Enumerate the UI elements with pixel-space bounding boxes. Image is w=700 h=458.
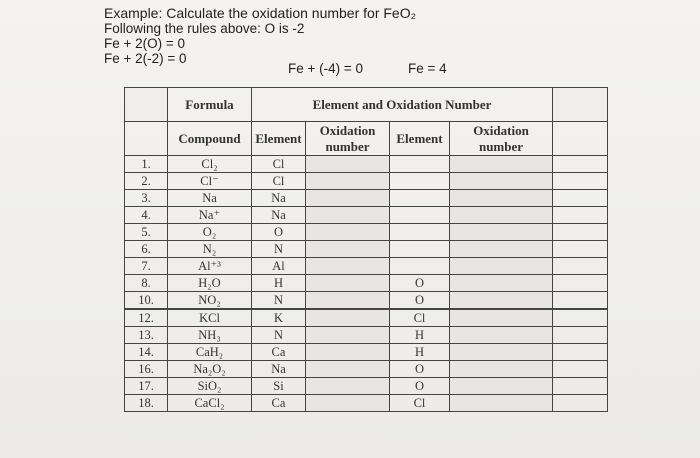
compound-cell: O₂ [168,224,252,241]
element-2-cell: O [390,378,450,395]
element-2-cell: Cl [390,395,450,412]
compound-cell: Al⁺³ [168,258,252,275]
compound-cell: NH₃ [168,327,252,344]
table-row [125,173,608,190]
compound-cell: CaH₂ [168,344,252,361]
table-row [125,207,608,224]
intro-block [104,6,416,66]
table-row [125,156,608,173]
oxidation-2-input[interactable] [450,275,553,292]
row-number: 10. [125,292,168,310]
element-1-cell: N [252,241,306,258]
element-2-cell [390,224,450,241]
row-number: 12. [125,309,168,327]
element-1-cell: Na [252,361,306,378]
table-row [125,395,608,412]
equation-1: Fe + 2(O) = 0 [104,36,186,51]
compound-cell: N₂ [168,241,252,258]
element-2-cell [390,207,450,224]
col-element-2: Element [390,122,450,156]
element-1-cell: Na [252,190,306,207]
col-element-1: Element [252,122,306,156]
oxidation-1-input[interactable] [306,344,390,361]
table-row [125,258,608,275]
oxidation-1-input[interactable] [306,207,390,224]
row-number: 14. [125,344,168,361]
compound-cell: KCl [168,309,252,327]
oxidation-2-input[interactable] [450,378,553,395]
row-number: 6. [125,241,168,258]
element-2-cell: H [390,327,450,344]
element-2-cell: H [390,344,450,361]
oxidation-2-input[interactable] [450,327,553,344]
row-number: 2. [125,173,168,190]
row-blank-right [553,258,608,275]
oxidation-1-input[interactable] [306,241,390,258]
oxidation-2-input[interactable] [450,344,553,361]
subheader-blank-right [553,122,608,156]
element-2-cell [390,190,450,207]
table-row [125,344,608,361]
oxidation-2-input[interactable] [450,156,553,173]
element-1-cell: Ca [252,395,306,412]
compound-cell: H₂O [168,275,252,292]
header-blank-right [553,88,608,122]
row-blank-right [553,327,608,344]
header-blank [125,88,168,122]
element-2-cell: O [390,361,450,378]
compound-cell: Na⁺ [168,207,252,224]
row-number: 13. [125,327,168,344]
element-1-cell: Al [252,258,306,275]
row-blank-right [553,378,608,395]
row-blank-right [553,344,608,361]
oxidation-table [124,87,608,412]
equation-4: Fe = 4 [408,61,447,76]
oxidation-2-input[interactable] [450,190,553,207]
table-row [125,378,608,395]
oxidation-2-input[interactable] [450,207,553,224]
row-blank-right [553,224,608,241]
row-blank-right [553,275,608,292]
row-number: 4. [125,207,168,224]
row-number: 18. [125,395,168,412]
oxidation-1-input[interactable] [306,275,390,292]
compound-cell: CaCl₂ [168,395,252,412]
element-2-cell: Cl [390,309,450,327]
oxidation-2-input[interactable] [450,241,553,258]
row-blank-right [553,207,608,224]
oxidation-1-input[interactable] [306,190,390,207]
table-row [125,190,608,207]
oxidation-2-input[interactable] [450,395,553,412]
equation-3: Fe + (-4) = 0 [288,61,364,76]
header-element-ox: Element and Oxidation Number [252,88,553,122]
oxidation-1-input[interactable] [306,224,390,241]
col-oxidation-2: Oxidation number [450,122,553,156]
element-1-cell: Si [252,378,306,395]
row-blank-right [553,292,608,310]
row-number: 1. [125,156,168,173]
oxidation-1-input[interactable] [306,361,390,378]
element-2-cell: O [390,292,450,310]
oxidation-1-input[interactable] [306,309,390,327]
oxidation-2-input[interactable] [450,258,553,275]
equation-2: Fe + 2(-2) = 0 [104,51,187,66]
table-row [125,241,608,258]
col-oxidation-1: Oxidation number [306,122,390,156]
element-1-cell: Cl [252,156,306,173]
table-row [125,224,608,241]
table-row [125,292,608,310]
table-row [125,275,608,292]
compound-cell: Na [168,190,252,207]
row-number: 3. [125,190,168,207]
oxidation-2-input[interactable] [450,173,553,190]
oxidation-1-input[interactable] [306,173,390,190]
element-2-cell [390,173,450,190]
compound-cell: Cl₂ [168,156,252,173]
oxidation-2-input[interactable] [450,292,553,310]
oxidation-1-input[interactable] [306,378,390,395]
row-number: 5. [125,224,168,241]
element-1-cell: O [252,224,306,241]
element-2-cell: O [390,275,450,292]
oxidation-1-input[interactable] [306,258,390,275]
compound-cell: NO₂ [168,292,252,310]
table-row [125,327,608,344]
row-blank-right [553,309,608,327]
element-1-cell: N [252,327,306,344]
element-2-cell [390,156,450,173]
element-1-cell: K [252,309,306,327]
element-2-cell [390,241,450,258]
row-number: 7. [125,258,168,275]
row-blank-right [553,241,608,258]
subheader-blank [125,122,168,156]
row-blank-right [553,156,608,173]
row-blank-right [553,173,608,190]
element-1-cell: Ca [252,344,306,361]
row-blank-right [553,190,608,207]
oxidation-2-input[interactable] [450,224,553,241]
element-1-cell: H [252,275,306,292]
oxidation-1-input[interactable] [306,327,390,344]
rule-line: Following the rules above: O is -2 [104,21,305,36]
row-number: 8. [125,275,168,292]
row-number: 17. [125,378,168,395]
oxidation-2-input[interactable] [450,361,553,378]
col-compound: Compound [168,122,252,156]
row-number: 16. [125,361,168,378]
compound-cell: Na₂O₂ [168,361,252,378]
table-header-row [125,88,608,122]
compound-cell: Cl⁻ [168,173,252,190]
oxidation-1-input[interactable] [306,156,390,173]
row-blank-right [553,395,608,412]
header-formula: Formula [168,88,252,122]
table-row [125,309,608,327]
element-1-cell: Na [252,207,306,224]
oxidation-1-input[interactable] [306,395,390,412]
example-title: Example: Calculate the oxidation number for FeO₂ [104,5,417,21]
table-subheader-row [125,122,608,156]
element-1-cell: N [252,292,306,310]
oxidation-1-input[interactable] [306,292,390,310]
element-1-cell: Cl [252,173,306,190]
element-2-cell [390,258,450,275]
oxidation-2-input[interactable] [450,309,553,327]
table-row [125,361,608,378]
row-blank-right [553,361,608,378]
compound-cell: SiO₂ [168,378,252,395]
